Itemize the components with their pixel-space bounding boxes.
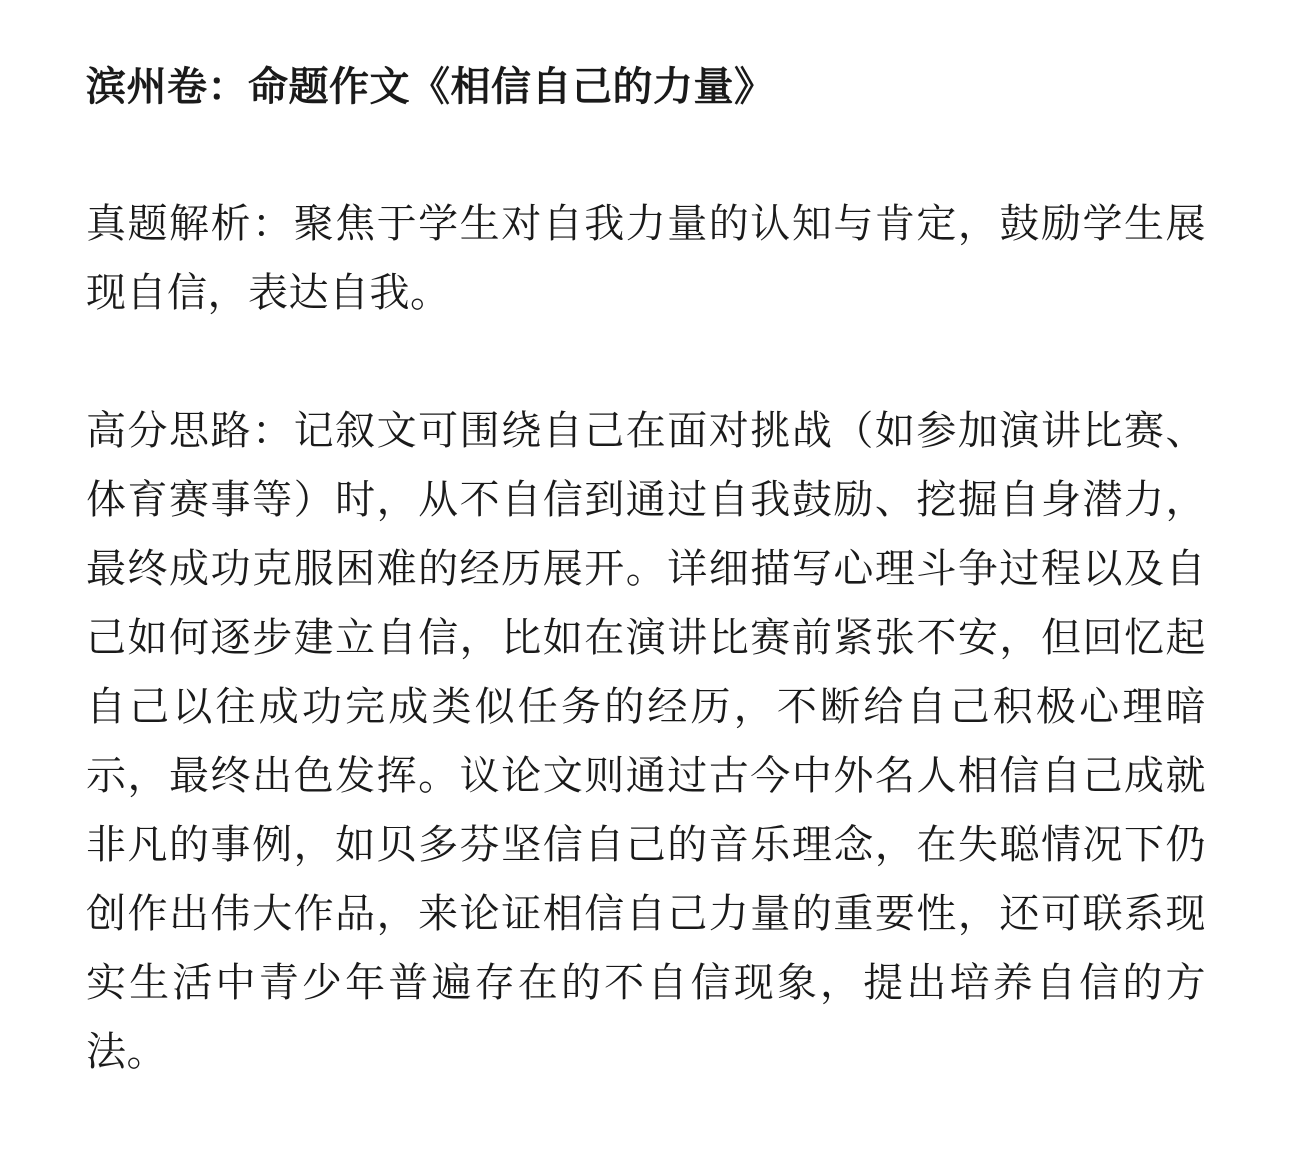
analysis-paragraph: 真题解析：聚焦于学生对自我力量的认知与肯定，鼓励学生展现自信，表达自我。: [86, 201, 1206, 316]
article-title: 滨州卷：命题作文《相信自己的力量》: [86, 64, 775, 110]
article: [86, 52, 1206, 1087]
approach-paragraph: 高分思路：记叙文可围绕自己在面对挑战（如参加演讲比赛、体育赛事等）时，从不自信到通过自我鼓励、挖掘自身潜力，最终成功克服困难的经历展开。详细描写心理斗争过程以及自己如何逐步建立自信，比如在演讲比赛前紧张不安，但回忆起自己以往成功完成类似任务的经历，不断给自己积极心理暗示，最终出色发挥。议论文则通过古今中外名人相信自己成就非凡的事例，如贝多芬坚信自己的音乐理念，在失聪情况下仍创作出伟大作品，来论证相信自己力量的重要性，还可联系现实生活中青少年普遍存在的不自信现象，提出培养自信的方法。: [86, 408, 1206, 1075]
